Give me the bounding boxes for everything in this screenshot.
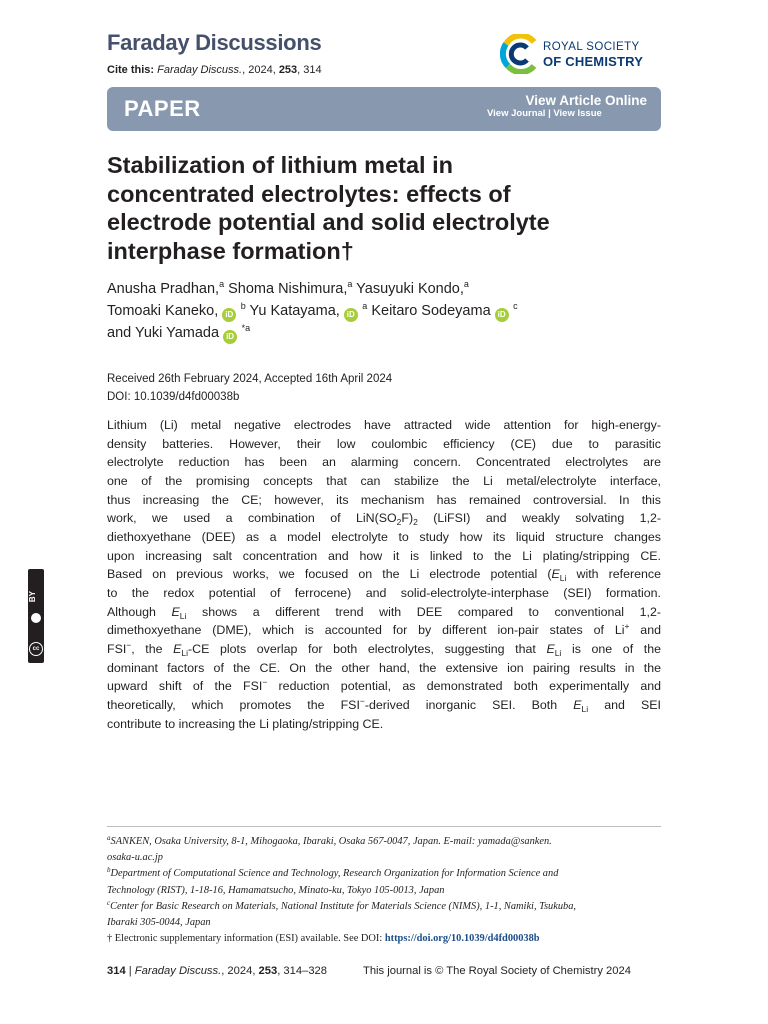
abstract-text: shows a different trend with DEE compared to conventional 1,2- [186, 604, 661, 619]
view-links-separator: | [545, 108, 554, 119]
title-line: Stabilization of lithium metal in [107, 152, 453, 178]
affiliation-mark: c [510, 301, 518, 311]
abstract-text: (LiFSI) and weakly solvating 1,2- [417, 511, 662, 526]
view-links [487, 108, 602, 119]
author-name: Yu Katayama, [245, 303, 340, 319]
article-title [107, 151, 667, 265]
abstract-line: thus increasing the CE; however, its mechanism has remained controversial. In this [107, 492, 661, 507]
author-line [107, 300, 687, 322]
cite-label: Cite this: [107, 64, 155, 76]
citation-line [107, 64, 322, 76]
abstract-line: electrolyte reduction has been an alarming concern. Concentrated electrolytes are [107, 455, 661, 470]
abstract-text: is one of the [561, 641, 661, 656]
footnote-text: SANKEN, Osaka University, 8-1, Mihogaoka, Ibaraki, Osaka 567-0047, Japan. E-mail: yamada@sanken. [110, 836, 552, 847]
orcid-icon[interactable]: iD [222, 308, 236, 322]
title-line: concentrated electrolytes: effects of [107, 180, 511, 207]
abstract-text: , the [131, 641, 174, 656]
footnote-mark: c [107, 898, 111, 907]
abstract-line [107, 677, 661, 696]
abstract-line: dominant factors of the CE. On the other hand, the extensive ion pairing results in the [107, 660, 661, 675]
abstract-line [107, 603, 661, 622]
publication-dates [107, 370, 392, 406]
footnote-text: Center for Basic Research on Materials, National Institute for Materials Science (NIMS), 1-1, Namiki, Tsukuba, [110, 900, 576, 912]
abstract-line: to the redox potential of ferrocene) and solid-electrolyte-interphase (SEI) formation. [107, 585, 661, 600]
abstract-text: FSI [107, 641, 127, 656]
affiliation-footnote-cont: Ibaraki 305-0044, Japan [107, 917, 211, 929]
affiliation-mark: a [347, 279, 353, 289]
subscript: Li [181, 647, 189, 658]
rsc-emblem-icon [500, 34, 540, 74]
abstract-text: theoretically, which promotes the FSI [107, 697, 360, 712]
journal-name: Faraday Discussions [107, 30, 322, 55]
footer-journal: Faraday Discuss. [134, 965, 222, 977]
cite-page: , 314 [297, 64, 322, 76]
affiliation-footnote-cont: osaka-u.ac.jp [107, 852, 163, 864]
abstract-text: Based on previous works, we focused on the Li electrode potential ( [107, 567, 552, 582]
subscript: Li [179, 610, 187, 621]
author-name: Yasuyuki Kondo, [352, 281, 464, 297]
author-line [107, 278, 687, 300]
esi-footnote [107, 931, 661, 947]
abstract-text: and SEI [588, 697, 661, 712]
affiliation-mark: *a [239, 323, 251, 333]
footer-pages: , 314–328 [277, 965, 327, 977]
subscript: Li [554, 647, 562, 658]
author-name: Tomoaki Kaneko, [107, 303, 219, 319]
abstract-text: dimethoxyethane (DME), which is accounted for by different ion-pair states of Li [107, 623, 625, 638]
article-type-label: PAPER [124, 96, 201, 121]
symbol: E [173, 641, 182, 656]
footnote-text: † Electronic supplementary information (ESI) available. See DOI: [107, 933, 385, 945]
view-issue-link[interactable]: View Issue [553, 108, 602, 119]
abstract-line [107, 696, 661, 715]
abstract-line: contribute to increasing the Li plating/stripping CE. [107, 716, 384, 731]
author-name: Shoma Nishimura, [224, 281, 348, 297]
footnote-text: Department of Computational Science and Technology, Research Organization for Information Science and [110, 868, 559, 880]
abstract-line: one of the promising concepts that can stabilize the Li metal/electrolyte interface, [107, 473, 661, 488]
abstract-text: and [629, 623, 661, 638]
orcid-icon[interactable]: iD [495, 308, 509, 322]
author-name: and Yuki Yamada [107, 325, 220, 341]
affiliation-footnote [107, 866, 661, 882]
cc-by-license-badge[interactable] [28, 569, 44, 663]
subscript: 2 [413, 517, 418, 528]
abstract-line: diethoxyethane (DEE) as a model electrolyte to study how its liquid structure changes [107, 529, 661, 544]
footer-separator: | [125, 965, 135, 977]
doi-line: DOI: 10.1039/d4fd00038b [107, 391, 240, 403]
abstract-line [107, 509, 661, 528]
subscript: 2 [396, 517, 402, 528]
affiliation-footnote-cont: Technology (RIST), 1-18-16, Hamamatsucho, Minato-ku, Tokyo 105-0013, Japan [107, 884, 445, 896]
copyright-line: This journal is © The Royal Society of Chemistry 2024 [363, 965, 631, 977]
footnote-mark: a [107, 834, 111, 842]
abstract-line: Lithium (Li) metal negative electrodes have attracted wide attention for high-energy- [107, 418, 661, 432]
cite-journal: Faraday Discuss. [157, 64, 243, 76]
title-line: interphase formation† [107, 237, 354, 264]
attribution-person-icon [31, 613, 41, 623]
affiliation-footnote [107, 834, 661, 850]
symbol: E [171, 604, 180, 619]
superscript: − [359, 695, 365, 706]
footnote-divider [107, 826, 661, 827]
superscript: + [624, 621, 630, 632]
footer-volume: 253 [258, 965, 278, 977]
abstract-line: upon increasing salt concentration and how it is linked to the Li plating/stripping CE. [107, 548, 661, 563]
footnote-mark: b [107, 866, 111, 875]
abstract-text: reduction potential, as demonstrated both experimentally and [267, 679, 662, 694]
view-article-online-link[interactable]: View Article Online [525, 93, 647, 108]
esi-doi-link[interactable]: https://doi.org/10.1039/d4fd00038b [384, 933, 540, 945]
abstract-line [107, 565, 661, 584]
subscript: Li [559, 573, 567, 584]
subscript: Li [581, 703, 589, 714]
abstract-line: density batteries. However, their low coulombic efficiency (CE) due to parasitic [107, 436, 661, 451]
author-list [107, 278, 687, 344]
symbol: E [551, 567, 560, 582]
author-line [107, 322, 687, 344]
abstract-text: F) [401, 511, 414, 526]
page-number: 314 [107, 965, 126, 977]
symbol: E [573, 697, 582, 712]
abstract-line [107, 621, 661, 640]
author-name: Keitaro Sodeyama [367, 303, 491, 319]
abstract-text: upward shift of the FSI [107, 679, 263, 694]
rsc-logo [500, 32, 665, 78]
symbol: E [546, 641, 555, 656]
view-journal-link[interactable]: View Journal [487, 108, 546, 119]
orcid-icon[interactable]: iD [344, 308, 358, 322]
abstract-line [107, 640, 661, 659]
affiliation-mark: b [238, 301, 246, 311]
affiliation-mark: a [463, 279, 469, 289]
by-label: BY [28, 591, 37, 603]
abstract-text: -CE plots overlap for both electrolytes, suggesting that [188, 641, 547, 656]
footer-year: , 2024, [221, 965, 259, 977]
superscript: − [262, 677, 268, 688]
received-accepted-dates: Received 26th February 2024, Accepted 16th April 2024 [107, 373, 393, 385]
publisher-line-2: OF CHEMISTRY [543, 54, 644, 69]
cite-volume: 253 [278, 64, 298, 76]
abstract-text: work, we used a combination of LiN(SO [107, 511, 397, 526]
affiliation-footnote [107, 899, 661, 915]
abstract-text: with reference [566, 567, 662, 582]
orcid-icon[interactable]: iD [223, 330, 237, 344]
footnotes [107, 834, 661, 947]
affiliation-mark: a [219, 279, 225, 289]
publisher-line-1: ROYAL SOCIETY [543, 41, 640, 53]
article-type-banner [107, 87, 661, 131]
superscript: − [126, 639, 132, 650]
page-footer [107, 965, 667, 977]
cite-year: , 2024, [242, 64, 279, 76]
author-name: Anusha Pradhan, [107, 281, 220, 297]
cc-icon: cc [29, 642, 43, 656]
abstract [107, 416, 661, 733]
abstract-text: -derived inorganic SEI. Both [364, 697, 574, 712]
affiliation-mark: a [359, 301, 368, 311]
abstract-text: Although [107, 604, 172, 619]
title-line: electrode potential and solid electrolyte [107, 209, 550, 235]
